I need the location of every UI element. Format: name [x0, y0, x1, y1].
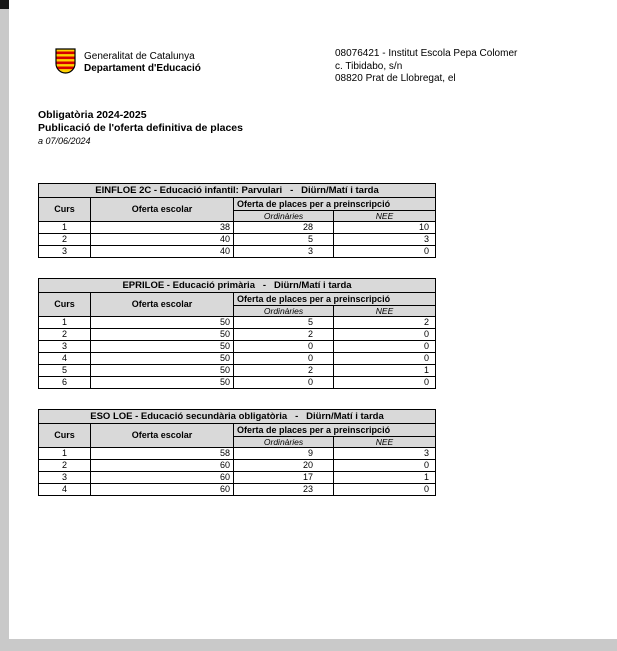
table-row	[39, 460, 436, 472]
table-row	[39, 365, 436, 377]
table-row	[39, 377, 436, 389]
document-page	[9, 0, 617, 639]
table-row	[39, 222, 436, 234]
table-row	[39, 472, 436, 484]
cell-oferta: 40	[91, 246, 234, 258]
cell-nee: 0	[334, 341, 436, 353]
col-header-nee: NEE	[334, 437, 436, 448]
document-title: Publicació de l'oferta definitiva de places	[38, 122, 243, 134]
cell-oferta: 50	[91, 341, 234, 353]
generalitat-logo-icon	[55, 48, 76, 74]
col-header-ordinaries: Ordinàries	[234, 211, 334, 222]
tables-container	[38, 183, 435, 516]
cell-nee: 10	[334, 222, 436, 234]
table-title: EINFLOE 2C - Educació infantil: Parvulari - Diürn/Matí i tarda	[39, 184, 436, 198]
table-row	[39, 329, 436, 341]
col-header-preinscripcio: Oferta de places per a preinscripció	[234, 198, 436, 211]
cell-oferta: 50	[91, 329, 234, 341]
cell-curs: 4	[39, 353, 91, 365]
table-einfloe	[38, 183, 436, 258]
cell-nee: 0	[334, 353, 436, 365]
cell-ordinaries: 28	[234, 222, 334, 234]
cell-ordinaries: 5	[234, 317, 334, 329]
cell-curs: 6	[39, 377, 91, 389]
viewer-corner	[0, 0, 9, 9]
department-name: Departament d'Educació	[84, 63, 201, 74]
school-address: c. Tibidabo, s/n	[335, 60, 403, 72]
cell-curs: 1	[39, 317, 91, 329]
school-info	[335, 48, 517, 86]
school-city: 08820 Prat de Llobregat, el	[335, 73, 456, 84]
col-header-oferta-escolar: Oferta escolar	[91, 424, 234, 448]
cell-curs: 2	[39, 234, 91, 246]
cell-curs: 1	[39, 222, 91, 234]
cell-nee: 0	[334, 329, 436, 341]
table-header-row	[39, 198, 436, 211]
col-header-preinscripcio: Oferta de places per a preinscripció	[234, 293, 436, 306]
table-row	[39, 341, 436, 353]
cell-oferta: 50	[91, 365, 234, 377]
table-body	[39, 317, 436, 389]
document-subtitle: Obligatòria 2024-2025	[38, 109, 147, 121]
table-row	[39, 448, 436, 460]
cell-ordinaries: 23	[234, 484, 334, 496]
cell-curs: 3	[39, 472, 91, 484]
table-title-row	[39, 279, 436, 293]
cell-curs: 5	[39, 365, 91, 377]
col-header-nee: NEE	[334, 306, 436, 317]
cell-ordinaries: 2	[234, 329, 334, 341]
cell-ordinaries: 5	[234, 234, 334, 246]
table-row	[39, 234, 436, 246]
cell-curs: 2	[39, 329, 91, 341]
cell-nee: 0	[334, 460, 436, 472]
cell-oferta: 40	[91, 234, 234, 246]
table-row	[39, 484, 436, 496]
cell-nee: 3	[334, 234, 436, 246]
table-header-row	[39, 424, 436, 437]
cell-oferta: 38	[91, 222, 234, 234]
cell-ordinaries: 0	[234, 353, 334, 365]
cell-curs: 2	[39, 460, 91, 472]
table-title: ESO LOE - Educació secundària obligatòria - Diürn/Matí i tarda	[39, 410, 436, 424]
cell-nee: 0	[334, 377, 436, 389]
table-title-row	[39, 184, 436, 198]
table-eprilo	[38, 278, 436, 389]
cell-ordinaries: 3	[234, 246, 334, 258]
cell-nee: 2	[334, 317, 436, 329]
cell-oferta: 50	[91, 353, 234, 365]
table-title: EPRILOE - Educació primària - Diürn/Matí i tarda	[39, 279, 436, 293]
col-header-curs: Curs	[39, 293, 91, 317]
cell-oferta: 60	[91, 460, 234, 472]
col-header-curs: Curs	[39, 198, 91, 222]
cell-nee: 1	[334, 365, 436, 377]
col-header-nee: NEE	[334, 211, 436, 222]
cell-ordinaries: 0	[234, 377, 334, 389]
org-text	[84, 48, 201, 75]
table-body	[39, 222, 436, 258]
col-header-preinscripcio: Oferta de places per a preinscripció	[234, 424, 436, 437]
table-eso	[38, 409, 436, 496]
cell-nee: 1	[334, 472, 436, 484]
col-header-ordinaries: Ordinàries	[234, 437, 334, 448]
col-header-ordinaries: Ordinàries	[234, 306, 334, 317]
cell-ordinaries: 20	[234, 460, 334, 472]
cell-oferta: 58	[91, 448, 234, 460]
table-header-row	[39, 293, 436, 306]
col-header-oferta-escolar: Oferta escolar	[91, 198, 234, 222]
school-code-name: 08076421 - Institut Escola Pepa Colomer	[335, 48, 518, 59]
org-header	[55, 48, 201, 75]
cell-curs: 4	[39, 484, 91, 496]
cell-ordinaries: 2	[234, 365, 334, 377]
table-row	[39, 353, 436, 365]
cell-ordinaries: 0	[234, 341, 334, 353]
cell-oferta: 60	[91, 484, 234, 496]
cell-oferta: 50	[91, 317, 234, 329]
document-titles	[38, 109, 243, 146]
cell-oferta: 60	[91, 472, 234, 484]
cell-curs: 1	[39, 448, 91, 460]
table-body	[39, 448, 436, 496]
cell-nee: 3	[334, 448, 436, 460]
cell-nee: 0	[334, 246, 436, 258]
cell-ordinaries: 9	[234, 448, 334, 460]
org-name: Generalitat de Catalunya	[84, 51, 195, 62]
table-title-row	[39, 410, 436, 424]
cell-oferta: 50	[91, 377, 234, 389]
cell-nee: 0	[334, 484, 436, 496]
table-row	[39, 246, 436, 258]
cell-curs: 3	[39, 246, 91, 258]
table-row	[39, 317, 436, 329]
document-date: a 07/06/2024	[38, 136, 91, 146]
cell-curs: 3	[39, 341, 91, 353]
cell-ordinaries: 17	[234, 472, 334, 484]
col-header-curs: Curs	[39, 424, 91, 448]
col-header-oferta-escolar: Oferta escolar	[91, 293, 234, 317]
